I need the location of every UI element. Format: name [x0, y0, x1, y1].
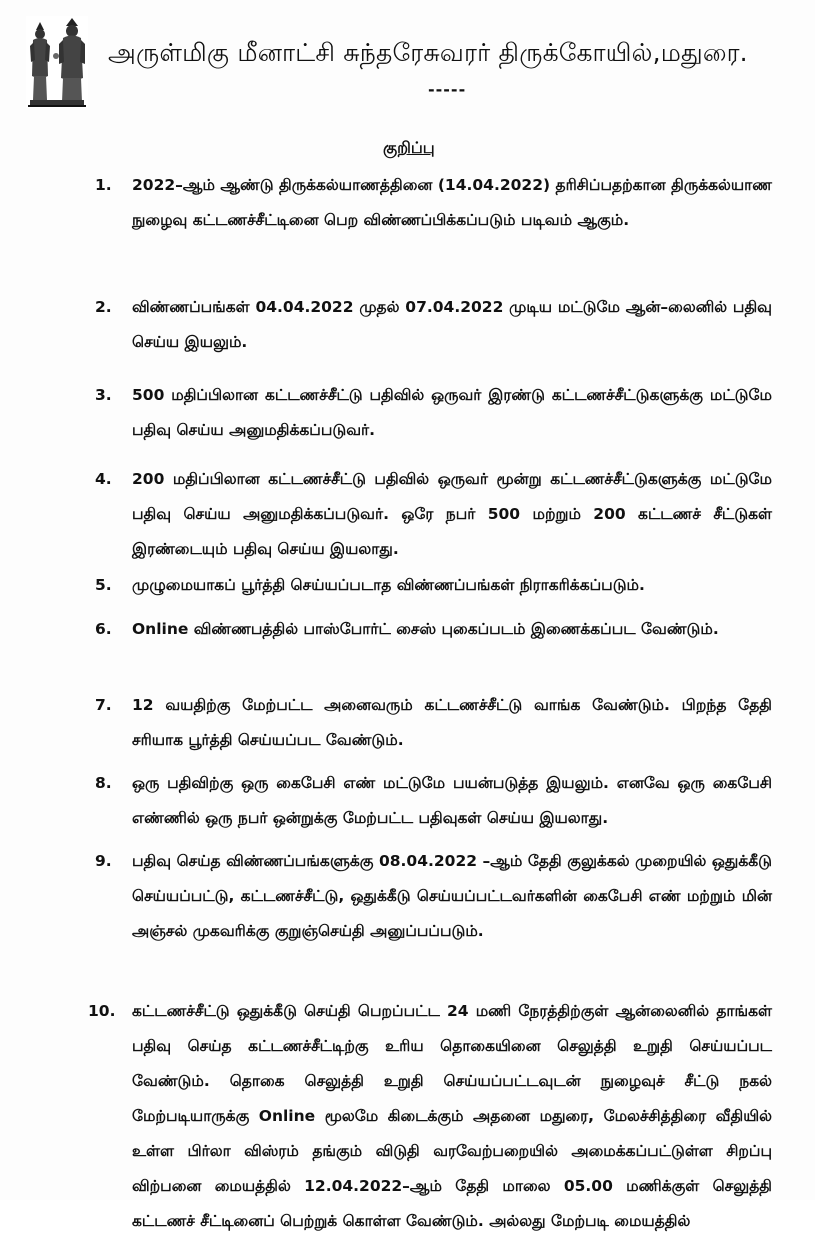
note-text: ஒரு பதிவிற்கு ஒரு கைபேசி எண் மட்டுமே பயன்படுத்த இயலும். எனவே ஒரு கைபேசி எண்ணில் ஒரு நபர் ஒன்றுக்கு மேற்பட்ட பதிவுகள் செய்ய இயலாது. [132, 774, 772, 827]
note-number: 1. [95, 176, 112, 194]
note-number: 7. [95, 696, 112, 714]
note-text: Online விண்ணபத்தில் பாஸ்போர்ட் சைஸ் புகைப்படம் இணைக்கப்பட வேண்டும். [132, 620, 719, 638]
note-text: கட்டணச்சீட்டு ஒதுக்கீடு செய்தி பெறப்பட்ட 24 மணி நேரத்திற்குள் ஆன்லைனில் தாங்கள் பதிவு செய்த கட்டணச்சீட்டிற்கு உரிய தொகையினை செலுத்தி உறுதி செய்யப்பட வேண்டும். தொகை செலுத்தி உறுதி செய்யப்பட்டவுடன் நுழைவுச் சீட்டு நகல் மேற்படியாருக்கு Online மூலமே கிடைக்கும் அதனை மதுரை, மேலச்சித்திரை வீதியில் உள்ள பிர்லா விஸ்ரம் தங்கும் விடுதி வரவேற்பறையில் அமைக்கப்பட்டுள்ள சிறப்பு விற்பனை மையத்தில் 12.04.2022–ஆம் தேதி மாலை 05.00 மணிக்குள் செலுத்தி கட்டணச் சீட்டினைப் பெற்றுக் கொள்ள வேண்டும். அல்லது மேற்படி மையத்தில் [132, 1002, 772, 1230]
note-number: 4. [95, 470, 112, 488]
note-number: 8. [95, 774, 112, 792]
note-number: 3. [95, 386, 112, 404]
notes-heading: குறிப்பு [383, 138, 435, 157]
note-number: 2. [95, 298, 112, 316]
note-number: 10. [88, 1002, 116, 1020]
note-text: 500 மதிப்பிலான கட்டணச்சீட்டு பதிவில் ஒருவர் இரண்டு கட்டணச்சீட்டுகளுக்கு மட்டுமே பதிவு செய்ய அனுமதிக்கப்படுவர். [132, 386, 772, 439]
title-underline-dashes: ----- [428, 80, 467, 99]
note-number: 6. [95, 620, 112, 638]
note-text: விண்ணப்பங்கள் 04.04.2022 முதல் 07.04.2022 முடிய மட்டுமே ஆன்–லைனில் பதிவு செய்ய இயலும். [132, 298, 772, 351]
note-text: 200 மதிப்பிலான கட்டணச்சீட்டு பதிவில் ஒருவர் மூன்று கட்டணச்சீட்டுகளுக்கு மட்டுமே பதிவு செய்ய அனுமதிக்கப்படுவர். ஒரே நபர் 500 மற்றும் 200 கட்டணச் சீட்டுகள் இரண்டையும் பதிவு செய்ய இயலாது. [132, 470, 772, 558]
note-text: பதிவு செய்த விண்ணப்பங்களுக்கு 08.04.2022 –ஆம் தேதி குலுக்கல் முறையில் ஒதுக்கீடு செய்யப்பட்டு, கட்டணச்சீட்டு, ஒதுக்கீடு செய்யப்பட்டவர்களின் கைபேசி எண் மற்றும் மின் அஞ்சல் முகவரிக்கு குறுஞ்செய்தி அனுப்பப்படும். [132, 852, 772, 940]
note-number: 9. [95, 852, 112, 870]
note-number: 5. [95, 576, 112, 594]
note-text: 12 வயதிற்கு மேற்பட்ட அனைவரும் கட்டணச்சீட்டு வாங்க வேண்டும். பிறந்த தேதி சரியாக பூர்த்தி செய்யப்பட வேண்டும். [132, 696, 772, 749]
note-text: முழுமையாகப் பூர்த்தி செய்யப்படாத விண்ணப்பங்கள் நிராகரிக்கப்படும். [132, 576, 645, 594]
temple-title: அருள்மிகு மீனாட்சி சுந்தரேசுவரர் திருக்கோயில்,மதுரை. [108, 38, 748, 67]
note-text: 2022–ஆம் ஆண்டு திருக்கல்யாணத்தினை (14.04.2022) தரிசிப்பதற்கான திருக்கல்யாண நுழைவு கட்டணச்சீட்டினை பெற விண்ணப்பிக்கப்படும் படிவம் ஆகும். [132, 176, 772, 229]
temple-deity-logo [26, 16, 88, 108]
